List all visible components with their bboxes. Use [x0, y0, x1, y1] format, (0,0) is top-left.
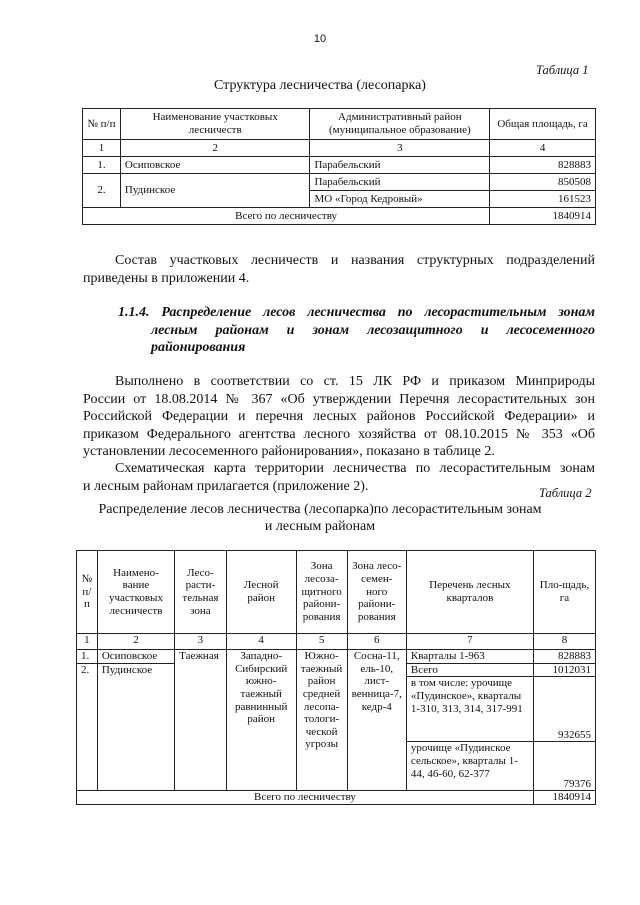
- table1-header-num: № п/п: [83, 109, 121, 140]
- quarters-cell: урочище «Пудинское сельское», кварталы 1-44, 46-60, 62-377: [406, 742, 533, 791]
- table-row: [83, 157, 596, 174]
- table2-colnum: 7: [406, 634, 533, 650]
- area-value: 932655: [533, 677, 595, 742]
- page-number: 10: [313, 33, 327, 45]
- table2: [76, 550, 596, 805]
- total-label: Всего по лесничеству: [83, 208, 490, 225]
- table2-header-row: [77, 551, 596, 634]
- table2-colnum: 3: [175, 634, 227, 650]
- text-line: приведены в приложении 4.: [83, 270, 250, 286]
- table1-header-row: [83, 109, 596, 140]
- seed-zone-cell: Сосна-11, ель-10, лист-венница-7, кедр-4: [347, 650, 406, 791]
- table1-colnum: 4: [490, 140, 596, 157]
- heading-line: районирования: [151, 340, 246, 355]
- row-number: 1.: [77, 650, 98, 664]
- paragraph-appendix: [83, 252, 595, 287]
- table2-total-row: [77, 791, 596, 805]
- forest-district-cell: Западно-Сибирский южно-таежный равнинный район: [226, 650, 296, 791]
- title-line: и лесным районам: [264, 519, 376, 534]
- table2-colnum: 6: [347, 634, 406, 650]
- area-value: 828883: [490, 157, 596, 174]
- row-number: 2.: [83, 174, 121, 208]
- area-value: 79376: [533, 742, 595, 791]
- forestry-name: Осиповское: [97, 650, 174, 664]
- table2-colnum: 8: [533, 634, 595, 650]
- text-line: установлении лесосеменного районирования», показано в таблице 2.: [83, 444, 495, 459]
- table2-colnum-row: [77, 634, 596, 650]
- table1-header-area: Общая площадь, га: [490, 109, 596, 140]
- zone-cell: Таежная: [175, 650, 227, 791]
- quarters-cell: Всего: [406, 663, 533, 677]
- table2-header-zone: Лесо-расти-тельная зона: [175, 551, 227, 634]
- forestry-name: Пудинское: [120, 174, 310, 208]
- table2-title: [0, 501, 640, 535]
- heading-line: лесным районам и зонам лесозащитного и лесосеменного: [151, 322, 595, 338]
- quarters-cell: в том числе: урочище «Пудинское», кварталы 1-310, 313, 314, 317-991: [406, 677, 533, 742]
- table1-colnum: 2: [120, 140, 310, 157]
- table2-header-quarters: Перечень лесных кварталов: [406, 551, 533, 634]
- title-line: Распределение лесов лесничества (лесопарка)по лесорастительным зонам: [98, 502, 542, 517]
- table1-header-name: Наименование участковых лесничеств: [120, 109, 310, 140]
- text-line: приказом Федерального агентства лесного хозяйства от 08.10.2015 № 353 «Об: [83, 426, 595, 442]
- table2-colnum: 4: [226, 634, 296, 650]
- forestry-name: Пудинское: [97, 663, 174, 791]
- table1-colnum-row: [83, 140, 596, 157]
- section-heading: [118, 304, 595, 357]
- table1-label: Таблица 1: [536, 63, 589, 77]
- text-line: Схематическая карта территории лесничества по лесорастительным зонам: [115, 461, 595, 476]
- table1-header-district: Административный район (муниципальное образование): [310, 109, 490, 140]
- text-line: Состав участковых лесничеств и названия структурных подразделений: [115, 253, 595, 268]
- heading-line: 1.1.4. Распределение лесов лесничества по лесорастительным зонам: [118, 305, 595, 320]
- table1-title: Структура лесничества (лесопарка): [214, 78, 426, 93]
- district-name: МО «Город Кедровый»: [310, 191, 490, 208]
- table2-colnum: 2: [97, 634, 174, 650]
- area-value: 850508: [490, 174, 596, 191]
- table2-header-num: № п/п: [77, 551, 98, 634]
- district-name: Парабельский: [310, 157, 490, 174]
- paragraph-map: [83, 460, 595, 495]
- table2-header-protection: Зона лесоза-щитного райони-рования: [296, 551, 347, 634]
- area-value: 1012031: [533, 663, 595, 677]
- forestry-name: Осиповское: [120, 157, 310, 174]
- quarters-cell: Кварталы 1-963: [406, 650, 533, 664]
- paragraph-basis: [83, 373, 595, 461]
- table2-header-seed: Зона лесо-семен-ного райони-рования: [347, 551, 406, 634]
- table1-colnum: 1: [83, 140, 121, 157]
- total-value: 1840914: [533, 791, 595, 805]
- table2-colnum: 1: [77, 634, 98, 650]
- table-row: [83, 174, 596, 191]
- protection-zone-cell: Южно-таежный район средней лесопа-тологи-ческой угрозы: [296, 650, 347, 791]
- district-name: Парабельский: [310, 174, 490, 191]
- text-line: и лесным районам прилагается (приложение 2).: [83, 478, 369, 494]
- table1-total-row: [83, 208, 596, 225]
- row-number: 1.: [83, 157, 121, 174]
- text-line: Российской Федерации и перечня лесных районов Российской Федерации» и: [83, 409, 595, 424]
- table2-colnum: 5: [296, 634, 347, 650]
- area-value: 828883: [533, 650, 595, 664]
- table2-header-name: Наимено-вание участковых лесничеств: [97, 551, 174, 634]
- area-value: 161523: [490, 191, 596, 208]
- table2-header-area: Пло-щадь, га: [533, 551, 595, 634]
- text-line: Выполнено в соответствии со ст. 15 ЛК РФ и приказом Минприроды: [115, 374, 595, 389]
- row-number: 2.: [77, 663, 98, 791]
- table1: [82, 108, 596, 225]
- total-label: Всего по лесничеству: [77, 791, 534, 805]
- text-line: России от 18.08.2014 № 367 «Об утверждении Перечня лесорастительных зон: [83, 391, 595, 407]
- table1-colnum: 3: [310, 140, 490, 157]
- table2-header-district: Лесной район: [226, 551, 296, 634]
- table2-label: Таблица 2: [539, 486, 592, 500]
- total-value: 1840914: [490, 208, 596, 225]
- table-row: [77, 650, 596, 664]
